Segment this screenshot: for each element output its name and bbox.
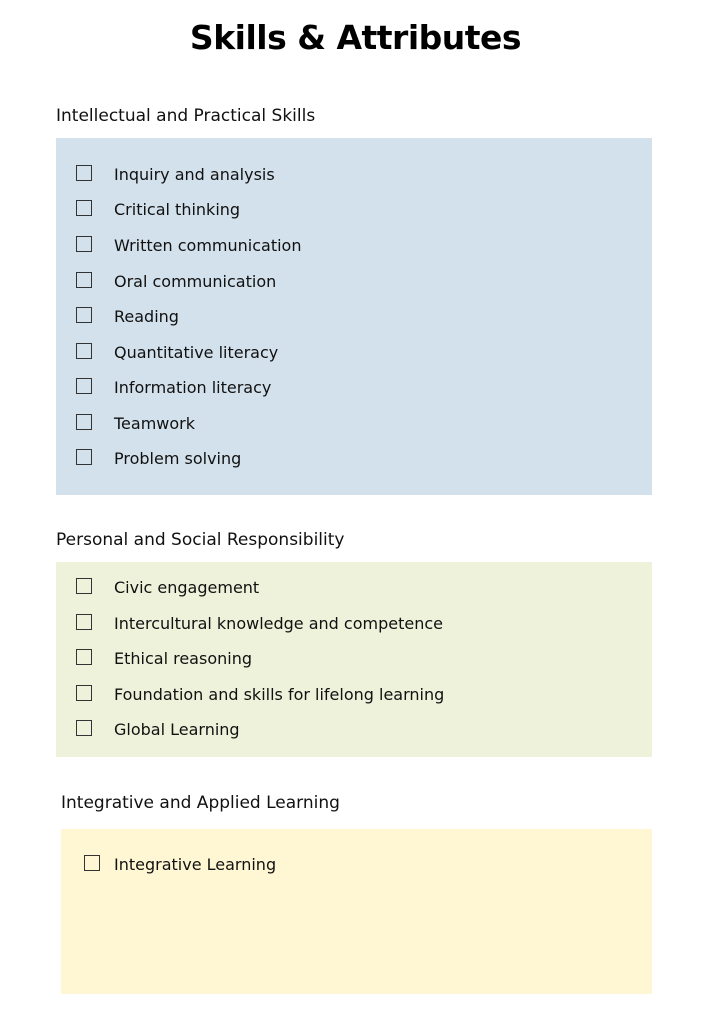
- section-heading-intellectual-practical: Intellectual and Practical Skills: [56, 106, 316, 126]
- section-heading-integrative-applied: Integrative and Applied Learning: [61, 793, 340, 813]
- page-title: Skills & Attributes: [189, 18, 522, 57]
- checkbox[interactable]: [76, 449, 92, 465]
- checklist-item-label: Information literacy: [114, 378, 272, 397]
- checkbox[interactable]: [76, 685, 92, 701]
- checklist-item-label: Civic engagement: [114, 578, 260, 597]
- checklist-item: [76, 578, 636, 602]
- checkbox[interactable]: [76, 343, 92, 359]
- checkbox[interactable]: [76, 578, 92, 594]
- checklist-item: [76, 649, 636, 673]
- checklist-item-label: Ethical reasoning: [114, 649, 252, 668]
- checkbox[interactable]: [84, 855, 100, 871]
- checkbox[interactable]: [76, 414, 92, 430]
- checklist-item-label: Integrative Learning: [114, 855, 277, 874]
- checkbox[interactable]: [76, 165, 92, 181]
- checkbox[interactable]: [76, 649, 92, 665]
- checklist-item: [76, 685, 636, 709]
- checklist-item: [76, 378, 636, 402]
- checklist-item-label: Quantitative literacy: [114, 343, 279, 362]
- checklist-item-label: Oral communication: [114, 272, 277, 291]
- checklist-item-label: Intercultural knowledge and competence: [114, 614, 443, 633]
- checklist-item: [76, 307, 636, 331]
- checklist-item-label: Teamwork: [114, 414, 196, 433]
- checklist-item-label: Inquiry and analysis: [114, 165, 275, 184]
- checkbox[interactable]: [76, 200, 92, 216]
- section-panel-intellectual-practical: [56, 138, 652, 495]
- checklist-item: [76, 272, 636, 296]
- checklist-item: [76, 414, 636, 438]
- checkbox[interactable]: [76, 307, 92, 323]
- checklist-item-label: Written communication: [114, 236, 302, 255]
- checklist-item-label: Global Learning: [114, 720, 240, 739]
- checkbox[interactable]: [76, 720, 92, 736]
- checkbox[interactable]: [76, 378, 92, 394]
- checklist-item: [76, 449, 636, 473]
- section-panel-integrative-applied: [61, 829, 652, 994]
- checkbox[interactable]: [76, 236, 92, 252]
- section-heading-personal-social: Personal and Social Responsibility: [56, 530, 345, 550]
- checklist-item: [76, 614, 636, 638]
- checklist-item-label: Critical thinking: [114, 200, 241, 219]
- checklist-item-label: Problem solving: [114, 449, 242, 468]
- checklist-item: [84, 855, 644, 879]
- checklist-item-label: Foundation and skills for lifelong learning: [114, 685, 445, 704]
- checkbox[interactable]: [76, 272, 92, 288]
- checklist-item: [76, 720, 636, 744]
- checklist-item: [76, 343, 636, 367]
- checklist-item: [76, 165, 636, 189]
- checkbox[interactable]: [76, 614, 92, 630]
- checklist-item-label: Reading: [114, 307, 179, 326]
- checklist-item: [76, 200, 636, 224]
- section-panel-personal-social: [56, 562, 652, 757]
- checklist-item: [76, 236, 636, 260]
